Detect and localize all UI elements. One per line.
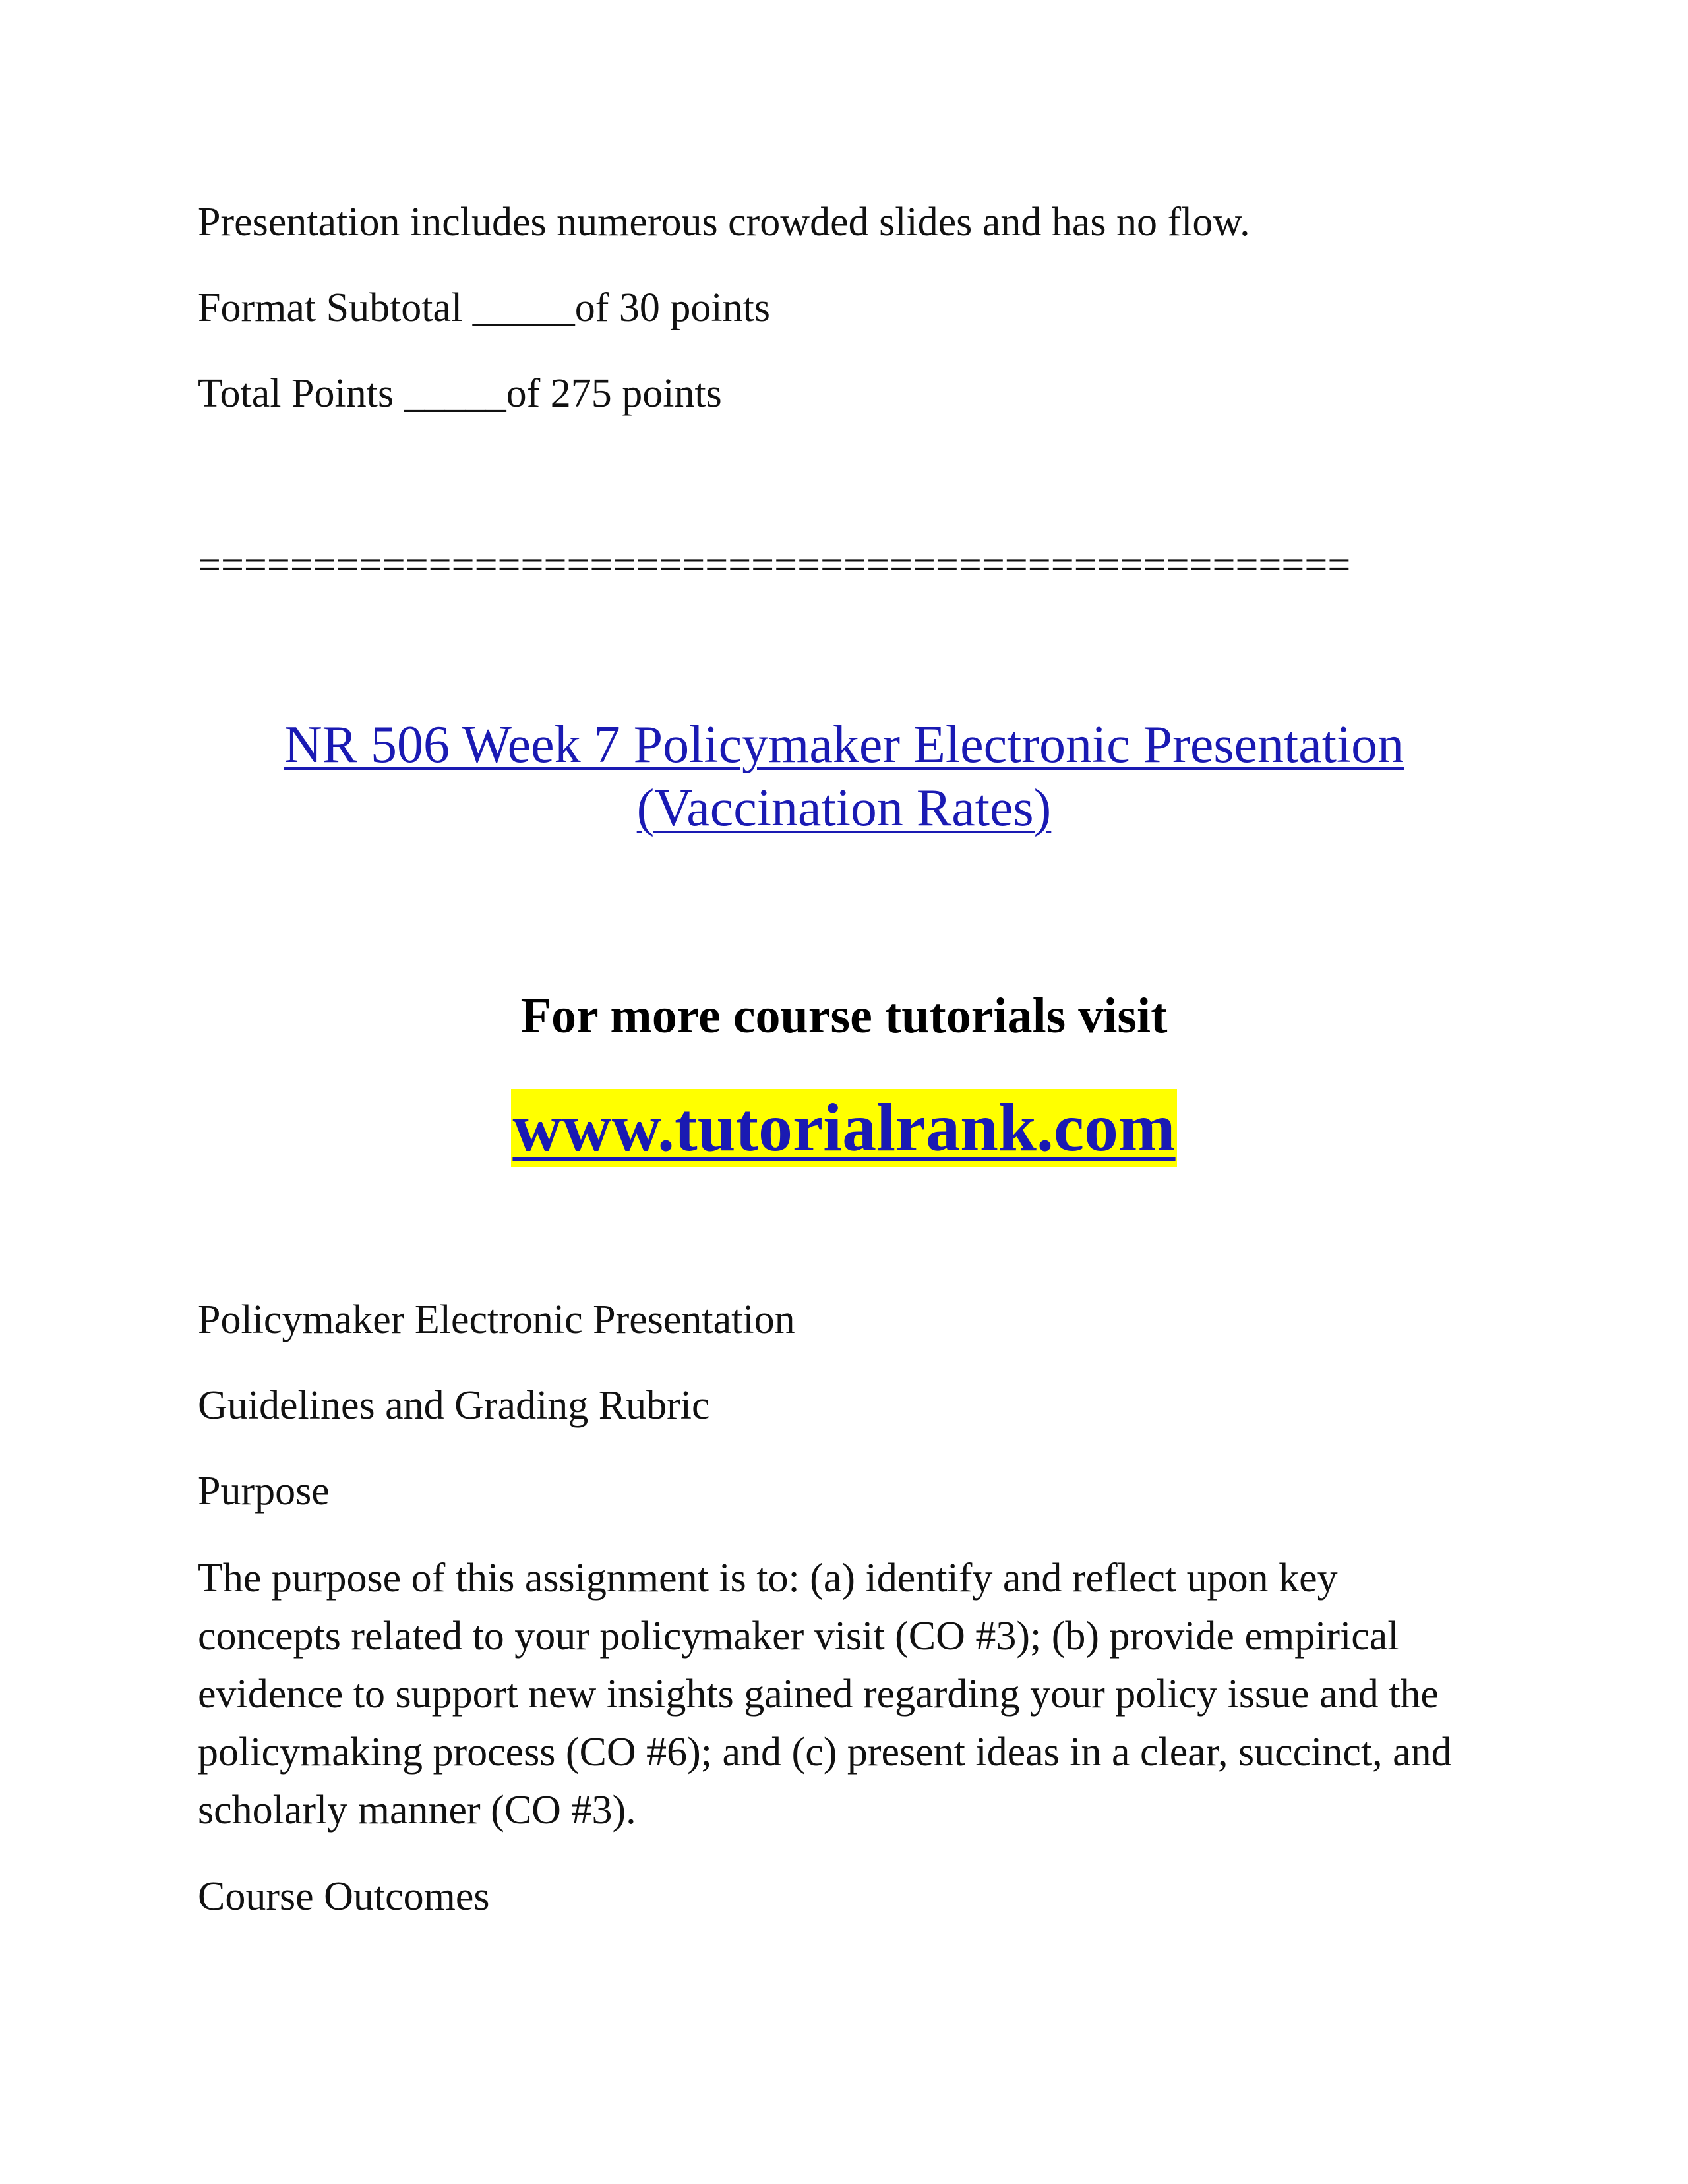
course-title-line2: (Vaccination Rates) xyxy=(636,779,1052,837)
format-subtotal-line: Format Subtotal _____of 30 points xyxy=(198,285,770,330)
heading-policymaker-presentation: Policymaker Electronic Presentation xyxy=(198,1297,795,1342)
heading-course-outcomes: Course Outcomes xyxy=(198,1874,490,1919)
course-title-link[interactable] xyxy=(284,716,1404,837)
total-points-line: Total Points _____of 275 points xyxy=(198,371,722,416)
heading-guidelines-rubric: Guidelines and Grading Rubric xyxy=(198,1383,710,1428)
site-link-wrap xyxy=(0,1089,1688,1167)
purpose-paragraph: The purpose of this assignment is to: (a) identify and reflect upon key concepts related to your policymaker visit (CO #3); (b) provide empirical evidence to support new insights gained regarding your policy issue and the policymaking process (CO #6); and (c) present ideas in a clear, succinct, and scholarly manner (CO #3). xyxy=(198,1556,1452,1833)
rubric-line-crowded-slides: Presentation includes numerous crowded slides and has no flow. xyxy=(198,200,1250,245)
course-title-line1: NR 506 Week 7 Policymaker Electronic Presentation xyxy=(284,716,1404,774)
visit-text: For more course tutorials visit xyxy=(520,988,1168,1044)
course-title-link-block xyxy=(0,713,1688,840)
separator-line: ================================================== xyxy=(198,543,1351,587)
heading-purpose: Purpose xyxy=(198,1469,330,1514)
tutorialrank-link[interactable]: www.tutorialrank.com xyxy=(512,1090,1176,1166)
